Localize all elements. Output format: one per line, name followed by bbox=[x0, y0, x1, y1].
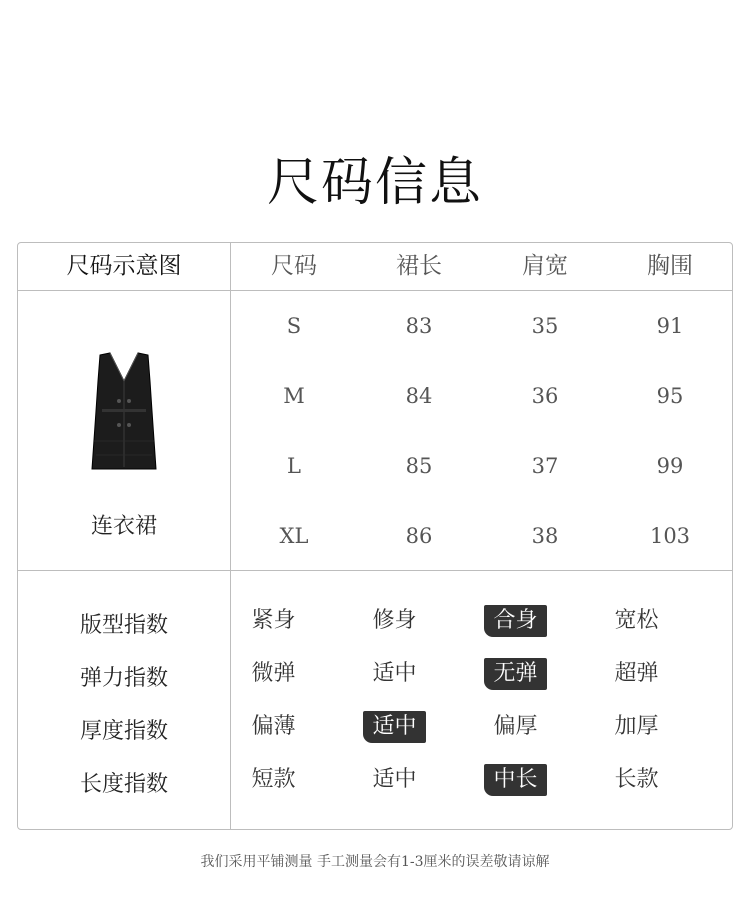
table-cell: XL bbox=[279, 524, 309, 548]
table-cell: S bbox=[286, 314, 302, 338]
size-table bbox=[17, 242, 733, 830]
table-cell: 95 bbox=[656, 384, 684, 408]
section-divider bbox=[18, 570, 732, 571]
header-divider bbox=[18, 290, 732, 291]
table-cell: 86 bbox=[405, 524, 433, 548]
thickness-option: 加厚 bbox=[614, 714, 659, 739]
elasticity-option: 无弹 bbox=[484, 658, 547, 690]
thickness-option: 偏厚 bbox=[493, 714, 538, 739]
table-cell: 103 bbox=[649, 524, 691, 548]
column-header-size: 尺码 bbox=[271, 253, 317, 279]
fit-option: 修身 bbox=[372, 608, 417, 633]
thickness-option: 适中 bbox=[363, 711, 426, 743]
table-cell: 99 bbox=[656, 454, 684, 478]
table-cell: 85 bbox=[405, 454, 433, 478]
column-header-shoulder: 肩宽 bbox=[522, 253, 568, 279]
page-title: 尺码信息 bbox=[266, 153, 483, 213]
table-cell: 84 bbox=[405, 384, 433, 408]
elasticity-option: 超弹 bbox=[614, 661, 659, 686]
table-cell: 36 bbox=[531, 384, 559, 408]
table-cell: 38 bbox=[531, 524, 559, 548]
thickness-index-label: 厚度指数 bbox=[79, 719, 168, 744]
elasticity-option: 微弹 bbox=[251, 661, 296, 686]
length-option: 适中 bbox=[372, 767, 417, 792]
table-cell: L bbox=[287, 454, 301, 478]
garment-label: 连衣裙 bbox=[90, 514, 157, 539]
thickness-option: 偏薄 bbox=[251, 714, 296, 739]
sleeveless-black-dress-icon bbox=[90, 351, 158, 473]
elasticity-option: 适中 bbox=[372, 661, 417, 686]
measurement-footnote: 我们采用平铺测量 手工测量会有1-3厘米的误差敬请谅解 bbox=[200, 854, 550, 870]
fit-option: 合身 bbox=[484, 605, 547, 637]
table-cell: 91 bbox=[656, 314, 684, 338]
elasticity-index-label: 弹力指数 bbox=[79, 666, 168, 691]
fit-option: 紧身 bbox=[251, 608, 296, 633]
diagram-header: 尺码示意图 bbox=[66, 253, 182, 279]
table-cell: 37 bbox=[531, 454, 559, 478]
length-option: 短款 bbox=[251, 767, 296, 792]
table-cell: M bbox=[283, 384, 305, 408]
length-index-label: 长度指数 bbox=[79, 772, 168, 797]
length-option: 中长 bbox=[484, 764, 547, 796]
column-header-length: 裙长 bbox=[396, 253, 442, 279]
column-header-bust: 胸围 bbox=[647, 253, 693, 279]
table-cell: 83 bbox=[405, 314, 433, 338]
fit-option: 宽松 bbox=[614, 608, 659, 633]
fit-index-label: 版型指数 bbox=[79, 613, 168, 638]
table-cell: 35 bbox=[531, 314, 559, 338]
length-option: 长款 bbox=[614, 767, 659, 792]
